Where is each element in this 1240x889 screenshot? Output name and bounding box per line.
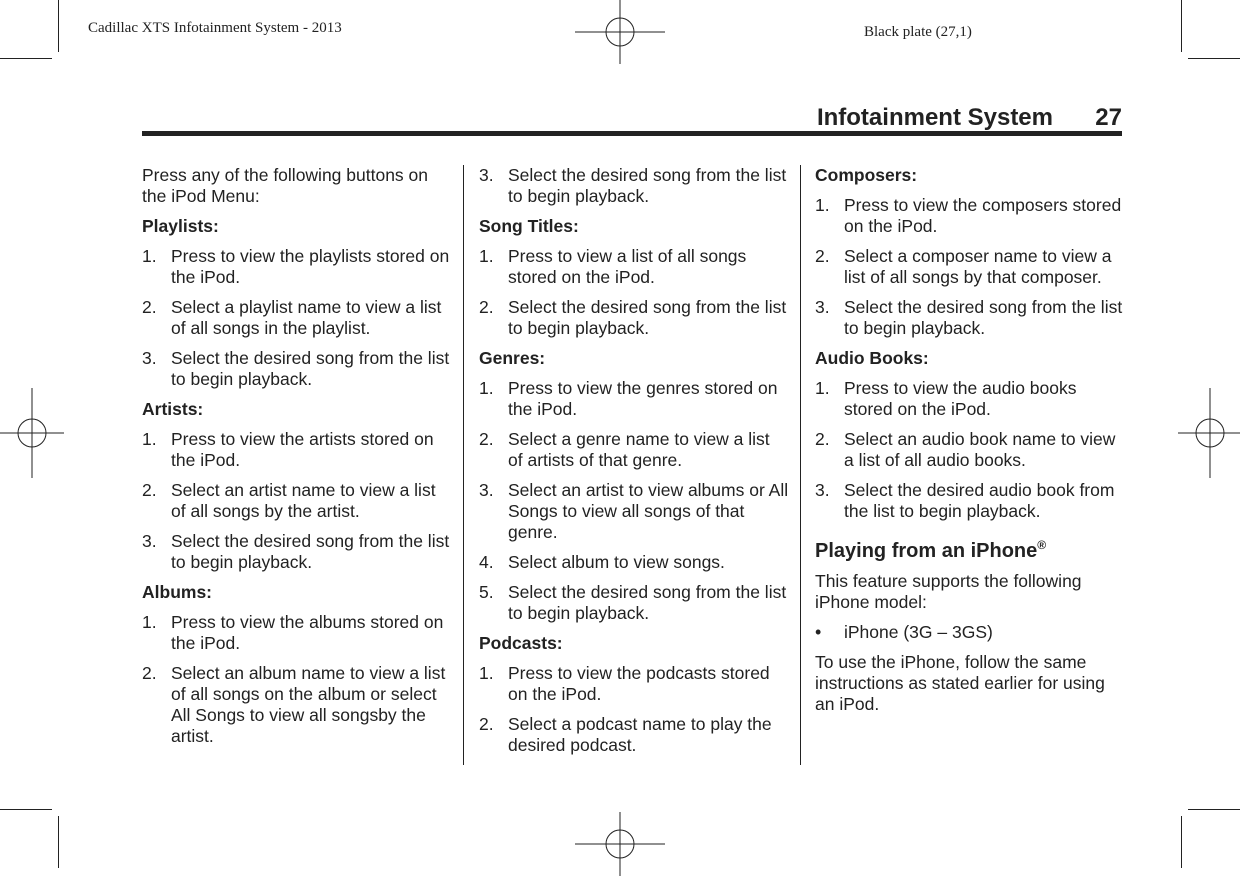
step-text: Select the desired song from the list to begin playback. xyxy=(508,582,787,623)
list-item xyxy=(479,297,789,339)
registration-mark-icon xyxy=(1165,388,1240,478)
step-text: Select the desired song from the list to begin playback. xyxy=(171,348,450,389)
step-text: Press to view the playlists stored on the iPod. xyxy=(171,246,450,287)
registration-mark-icon xyxy=(575,799,665,889)
iphone-models xyxy=(815,622,1125,643)
list-item xyxy=(142,531,452,573)
list-item xyxy=(815,429,1125,471)
step-text: Select a podcast name to play the desired podcast. xyxy=(508,714,772,755)
section-heading-composers: Composers: xyxy=(815,165,918,185)
iphone-heading-text: Playing from an iPhone xyxy=(815,540,1038,562)
step-number: 2. xyxy=(479,297,494,317)
albums-steps-continued xyxy=(479,165,789,207)
step-number: 1. xyxy=(815,378,830,398)
print-label-right: Black plate (27,1) xyxy=(864,24,972,40)
list-item xyxy=(142,297,452,339)
section-heading-song-titles: Song Titles: xyxy=(479,216,579,236)
composers-steps xyxy=(815,195,1125,339)
list-item xyxy=(142,612,452,654)
step-text: Select an album name to view a list of all songs on the album or select All Songs to view all songsby the artist. xyxy=(171,663,446,746)
step-number: 2. xyxy=(815,246,830,266)
step-number: 1. xyxy=(815,195,830,215)
step-text: Press to view the artists stored on the iPod. xyxy=(171,429,434,470)
step-number: 1. xyxy=(479,246,494,266)
step-text: Press to view a list of all songs stored on the iPod. xyxy=(508,246,747,287)
albums-steps xyxy=(142,612,452,747)
step-text: Select the desired song from the list to begin playback. xyxy=(844,297,1123,338)
list-item xyxy=(142,480,452,522)
step-number: 2. xyxy=(815,429,830,449)
crop-mark xyxy=(1181,816,1182,868)
list-item xyxy=(479,378,789,420)
step-text: Select a playlist name to view a list of all songs in the playlist. xyxy=(171,297,442,338)
step-number: 2. xyxy=(142,663,157,683)
step-number: 3. xyxy=(479,165,494,185)
step-text: Select the desired song from the list to begin playback. xyxy=(508,165,787,206)
column-1 xyxy=(142,165,452,756)
step-number: 1. xyxy=(142,612,157,632)
list-item xyxy=(142,663,452,747)
page-header-title: Infotainment System xyxy=(816,104,1053,131)
step-number: 5. xyxy=(479,582,494,602)
step-number: 1. xyxy=(142,246,157,266)
section-heading-artists: Artists: xyxy=(142,399,204,419)
list-item xyxy=(815,297,1125,339)
list-item xyxy=(479,480,789,543)
page-number: 27 xyxy=(1095,104,1122,131)
column-divider xyxy=(463,165,464,765)
step-text: Select the desired song from the list to begin playback. xyxy=(171,531,450,572)
section-heading-podcasts: Podcasts: xyxy=(479,633,563,653)
song-titles-steps xyxy=(479,246,789,339)
step-number: 4. xyxy=(479,552,494,572)
step-text: Select a genre name to view a list of artists of that genre. xyxy=(508,429,770,470)
step-number: 2. xyxy=(142,480,157,500)
crop-mark xyxy=(0,809,52,810)
step-number: 2. xyxy=(479,714,494,734)
step-text: Press to view the genres stored on the iPod. xyxy=(508,378,778,419)
step-text: Select album to view songs. xyxy=(508,552,725,572)
crop-mark xyxy=(1188,58,1240,59)
podcasts-steps xyxy=(479,663,789,756)
step-text: Press to view the podcasts stored on the iPod. xyxy=(508,663,770,704)
section-heading-albums: Albums: xyxy=(142,582,212,602)
header-rule xyxy=(142,131,1122,136)
list-item xyxy=(142,348,452,390)
section-heading-genres: Genres: xyxy=(479,348,546,368)
registered-mark: ® xyxy=(1037,538,1047,552)
step-text: Press to view the composers stored on the iPod. xyxy=(844,195,1122,236)
list-item xyxy=(815,378,1125,420)
list-item xyxy=(142,246,452,288)
crop-mark xyxy=(58,0,59,52)
column-divider xyxy=(800,165,801,765)
step-text: Press to view the albums stored on the iPod. xyxy=(171,612,444,653)
step-number: 3. xyxy=(142,531,157,551)
crop-mark xyxy=(58,816,59,868)
audio-books-steps xyxy=(815,378,1125,522)
bullet-icon: • xyxy=(815,622,822,642)
step-text: Press to view the audio books stored on the iPod. xyxy=(844,378,1077,419)
list-item xyxy=(479,429,789,471)
list-item xyxy=(815,480,1125,522)
list-item xyxy=(815,622,1125,643)
registration-mark-icon xyxy=(575,0,665,77)
section-heading-iphone xyxy=(815,535,1125,562)
iphone-outro: To use the iPhone, follow the same instructions as stated earlier for using an iPod. xyxy=(815,652,1105,714)
list-item xyxy=(815,195,1125,237)
bullet-text: iPhone (3G – 3GS) xyxy=(844,622,993,642)
step-text: Select an artist to view albums or All Songs to view all songs of that genre. xyxy=(508,480,789,542)
step-text: Select an audio book name to view a list of all audio books. xyxy=(844,429,1116,470)
section-heading-playlists: Playlists: xyxy=(142,216,219,236)
list-item xyxy=(815,246,1125,288)
iphone-intro: This feature supports the following iPhone model: xyxy=(815,571,1082,612)
step-number: 2. xyxy=(142,297,157,317)
step-number: 1. xyxy=(479,378,494,398)
step-number: 3. xyxy=(142,348,157,368)
list-item xyxy=(479,663,789,705)
artists-steps xyxy=(142,429,452,573)
list-item xyxy=(479,582,789,624)
playlists-steps xyxy=(142,246,452,390)
column-2 xyxy=(479,165,789,765)
step-number: 3. xyxy=(479,480,494,500)
crop-mark xyxy=(1188,809,1240,810)
intro-text: Press any of the following buttons on the iPod Menu: xyxy=(142,165,429,206)
list-item xyxy=(479,246,789,288)
genres-steps xyxy=(479,378,789,624)
list-item xyxy=(479,552,789,573)
print-label-left: Cadillac XTS Infotainment System - 2013 xyxy=(88,20,342,36)
step-number: 3. xyxy=(815,297,830,317)
step-number: 1. xyxy=(479,663,494,683)
crop-mark xyxy=(1181,0,1182,52)
crop-mark xyxy=(0,58,52,59)
column-3 xyxy=(815,165,1125,724)
step-text: Select a composer name to view a list of all songs by that composer. xyxy=(844,246,1112,287)
list-item xyxy=(479,714,789,756)
registration-mark-icon xyxy=(0,388,77,478)
step-text: Select the desired audio book from the list to begin playback. xyxy=(844,480,1115,521)
list-item xyxy=(479,165,789,207)
step-text: Select an artist name to view a list of all songs by the artist. xyxy=(171,480,436,521)
step-number: 1. xyxy=(142,429,157,449)
section-heading-audio-books: Audio Books: xyxy=(815,348,929,368)
step-number: 2. xyxy=(479,429,494,449)
step-text: Select the desired song from the list to begin playback. xyxy=(508,297,787,338)
list-item xyxy=(142,429,452,471)
step-number: 3. xyxy=(815,480,830,500)
